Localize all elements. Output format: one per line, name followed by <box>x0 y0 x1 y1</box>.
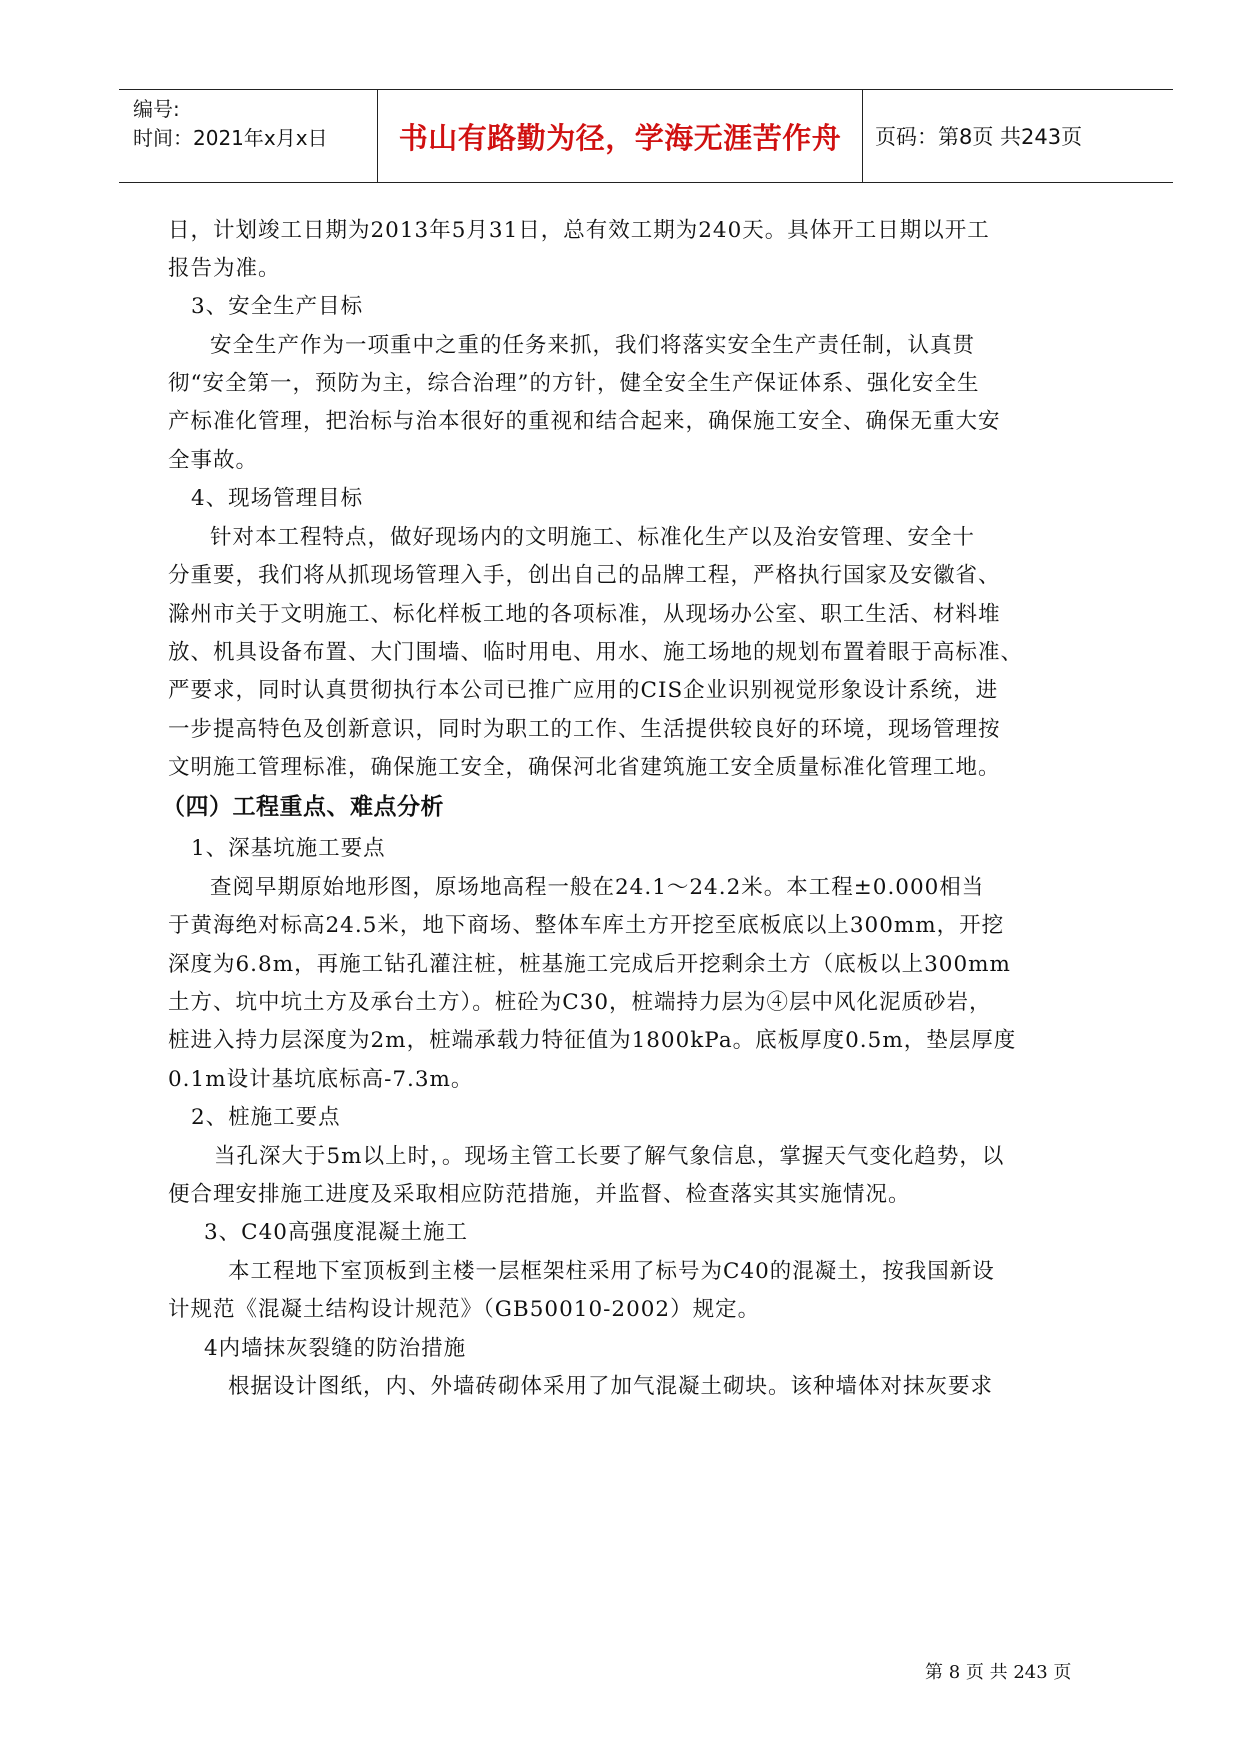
paragraph-line: 日，计划竣工日期为2013年5月31日，总有效工期为240天。具体开工日期以开工 <box>168 218 990 243</box>
paragraph-line: 针对本工程特点，做好现场内的文明施工、标准化生产以及治安管理、安全十 <box>210 525 976 550</box>
section-heading: 2、桩施工要点 <box>191 1105 341 1130</box>
paragraph-line: 深度为6.8m，再施工钻孔灌注桩，桩基施工完成后开挖剩余土方（底板以上300mm <box>168 952 1011 977</box>
paragraph-line: 严要求，同时认真贯彻执行本公司已推广应用的CIS企业识别视觉形象设计系统，进 <box>168 678 999 703</box>
document-number-label: 编号: <box>133 97 180 121</box>
section-heading: 4内墙抹灰裂缝的防治措施 <box>204 1336 467 1361</box>
header-motto: 书山有路勤为径，学海无涯苦作舟 <box>377 90 863 182</box>
paragraph-line: 报告为准。 <box>168 256 281 281</box>
paragraph-line: 全事故。 <box>168 448 259 473</box>
paragraph-line: 便合理安排施工进度及采取相应防范措施，并监督、检查落实其实施情况。 <box>168 1182 911 1207</box>
paragraph-line: 彻“安全第一，预防为主，综合治理”的方针，健全安全生产保证体系、强化安全生 <box>168 371 980 396</box>
section-heading: 4、现场管理目标 <box>191 486 364 511</box>
document-date: 时间：2021年x月x日 <box>133 126 328 150</box>
paragraph-line: 土方、坑中坑土方及承台土方）。桩砼为C30，桩端持力层为④层中风化泥质砂岩， <box>168 990 992 1015</box>
paragraph-line: 放、机具设备布置、大门围墙、临时用电、用水、施工场地的规划布置着眼于高标准、 <box>168 640 1024 665</box>
paragraph-line: 产标准化管理，把治标与治本很好的重视和结合起来，确保施工安全、确保无重大安 <box>168 409 1001 434</box>
section-heading: 1、深基坑施工要点 <box>191 836 386 861</box>
paragraph-line: 文明施工管理标准，确保施工安全，确保河北省建筑施工安全质量标准化管理工地。 <box>168 755 1001 780</box>
paragraph-line: 分重要，我们将从抓现场管理入手，创出自己的品牌工程，严格执行国家及安徽省、 <box>168 563 1001 588</box>
paragraph-line: 0.1m设计基坑底标高-7.3m。 <box>168 1067 474 1092</box>
paragraph-line: 查阅早期原始地形图，原场地高程一般在24.1～24.2米。本工程±0.000相当 <box>210 875 985 900</box>
header-meta <box>119 90 377 182</box>
chapter-heading: （四）工程重点、难点分析 <box>162 794 444 820</box>
paragraph-line: 桩进入持力层深度为2m，桩端承载力特征值为1800kPa。底板厚度0.5m，垫层厚度 <box>168 1028 1017 1053</box>
paragraph-line: 本工程地下室顶板到主楼一层框架柱采用了标号为C40的混凝土，按我国新设 <box>228 1259 995 1284</box>
paragraph-line: 一步提高特色及创新意识，同时为职工的工作、生活提供较良好的环境，现场管理按 <box>168 717 1001 742</box>
section-heading: 3、C40高强度混凝土施工 <box>204 1220 468 1245</box>
section-heading: 3、安全生产目标 <box>191 294 364 319</box>
paragraph-line: 计规范《混凝土结构设计规范》（GB50010-2002）规定。 <box>168 1297 761 1322</box>
paragraph-line: 根据设计图纸，内、外墙砖砌体采用了加气混凝土砌块。该种墙体对抹灰要求 <box>228 1374 994 1399</box>
paragraph-line: 当孔深大于5m以上时，。现场主管工长要了解气象信息，掌握天气变化趋势，以 <box>214 1144 1005 1169</box>
page-footer: 第 8 页 共 243 页 <box>925 1662 1072 1683</box>
page-header <box>119 89 1173 183</box>
paragraph-line: 滁州市关于文明施工、标化样板工地的各项标准，从现场办公室、职工生活、材料堆 <box>168 602 1001 627</box>
header-page-info: 页码：第8页 共243页 <box>875 125 1083 149</box>
paragraph-line: 安全生产作为一项重中之重的任务来抓，我们将落实安全生产责任制，认真贯 <box>210 333 976 358</box>
paragraph-line: 于黄海绝对标高24.5米，地下商场、整体车库土方开挖至底板底以上300mm，开挖 <box>168 913 1005 938</box>
